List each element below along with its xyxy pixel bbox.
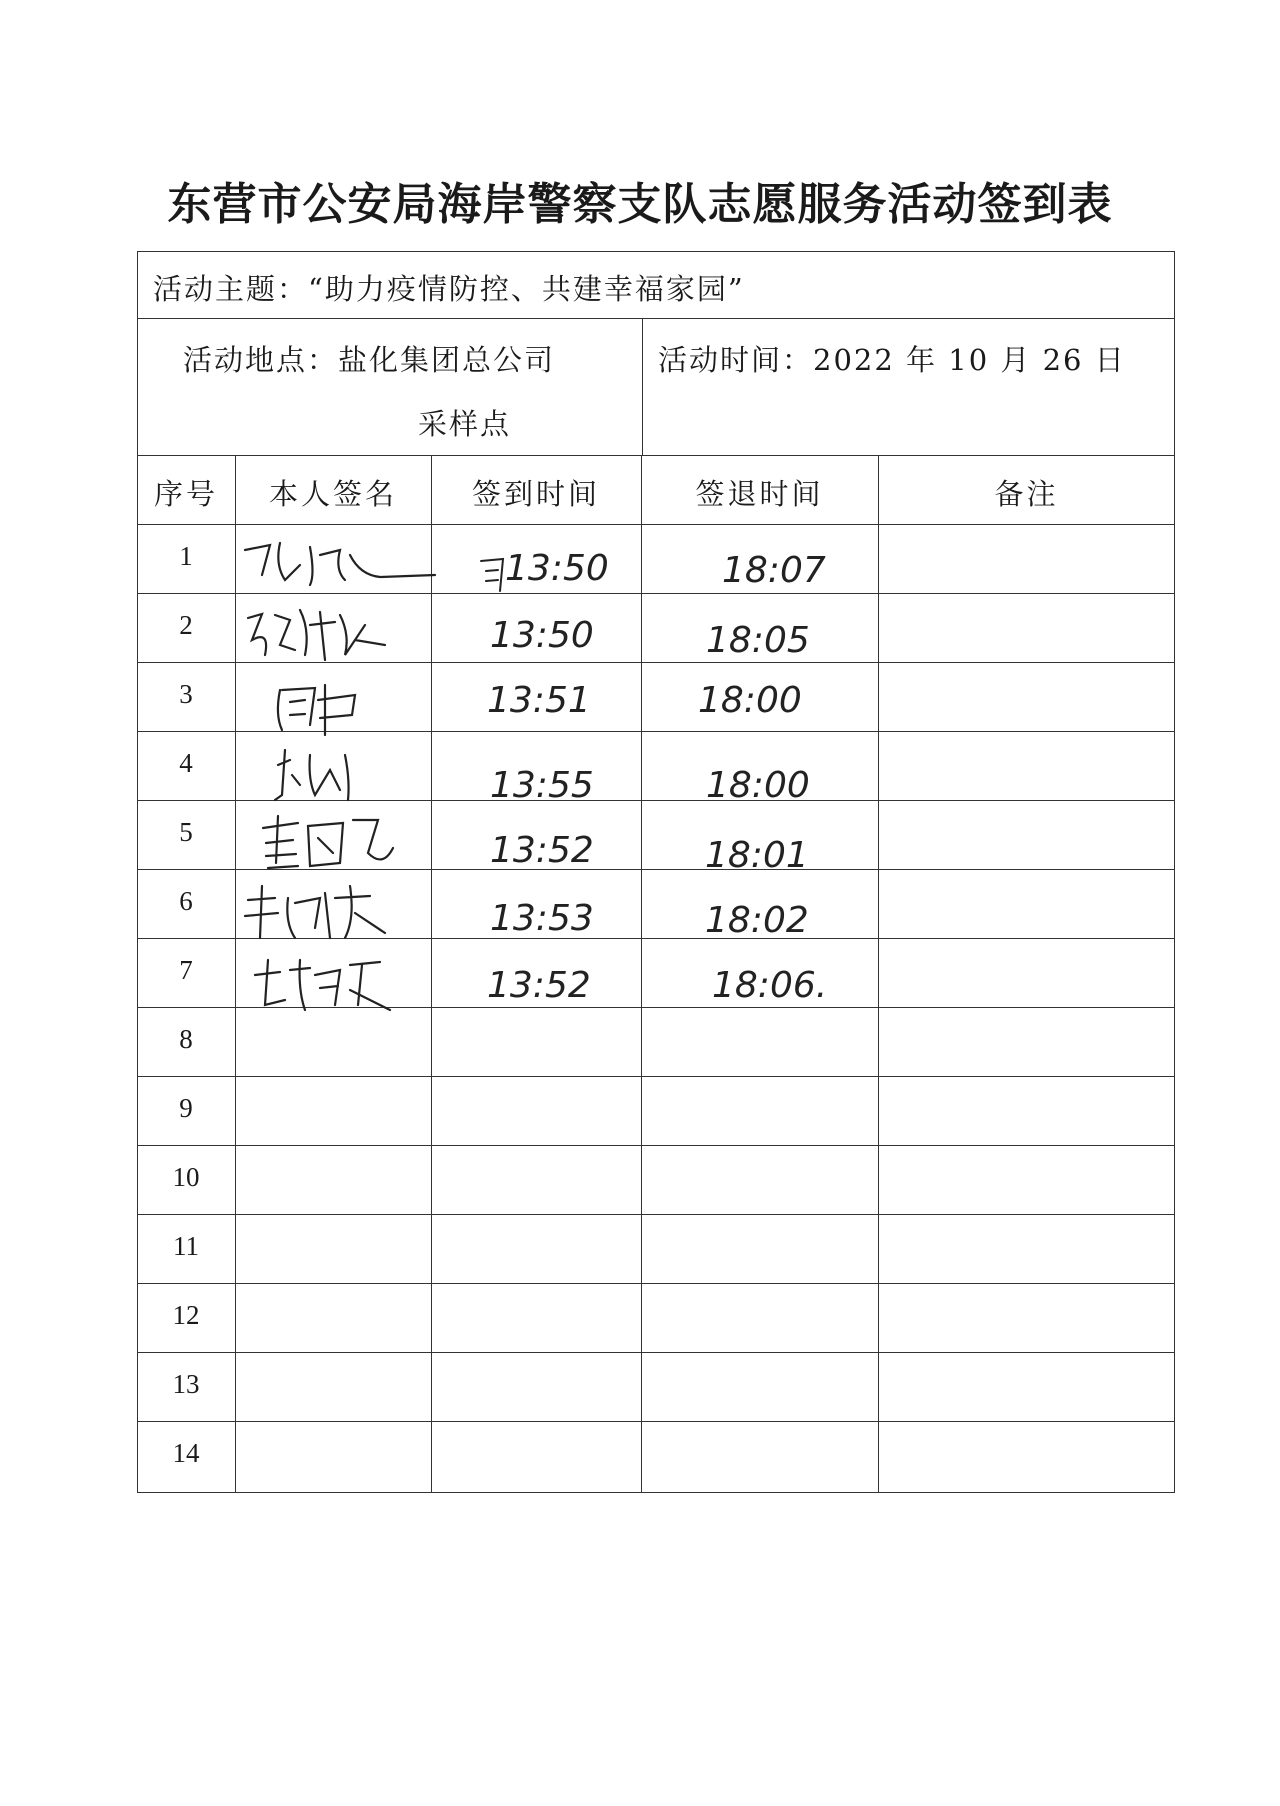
signature-scribble [270, 670, 380, 740]
header-no: 序号 [153, 477, 218, 511]
sign-out-time: 18:07 [722, 550, 826, 591]
signature-scribble [240, 878, 400, 948]
row-number: 3 [179, 679, 193, 709]
row-number: 2 [179, 610, 193, 640]
row-number: 11 [173, 1231, 199, 1261]
signature-scribble [240, 600, 400, 670]
sign-out-time: 18:05 [706, 620, 810, 661]
sign-in-time: 13:53 [490, 898, 594, 939]
sign-in-time: 13:55 [490, 765, 594, 806]
signature-scribble [240, 535, 440, 595]
activity-location: 活动地点：盐化集团总公司 [183, 343, 556, 377]
sign-in-time: 13:50 [490, 615, 594, 656]
signature-scribble [270, 740, 370, 810]
sign-in-time: 13:52 [487, 965, 591, 1006]
row-number: 6 [179, 886, 193, 916]
sign-out-time: 18:00 [698, 680, 802, 721]
header-sign-in-time: 签到时间 [471, 477, 600, 511]
sign-in-time: 13:52 [490, 830, 594, 871]
row-number: 14 [172, 1438, 200, 1468]
sign-out-time: 18:00 [706, 765, 810, 806]
header-sign-out-time: 签退时间 [695, 477, 824, 511]
activity-time: 活动时间：2022 年 10 月 26 日 [658, 343, 1126, 377]
row-number: 8 [179, 1024, 193, 1054]
signature-scribble [250, 950, 400, 1020]
sign-out-time: 18:02 [705, 900, 809, 941]
sign-in-time: 13:50 [505, 548, 609, 589]
scribble-mark [478, 556, 508, 596]
header-signature: 本人签名 [268, 477, 397, 511]
row-number: 10 [172, 1162, 200, 1192]
header-remarks: 备注 [994, 477, 1059, 511]
page-title: 东营市公安局海岸警察支队志愿服务活动签到表 [167, 179, 1113, 230]
activity-location-cont: 采样点 [418, 407, 512, 441]
sign-out-time: 18:01 [705, 835, 809, 876]
row-number: 9 [179, 1093, 193, 1123]
row-number: 5 [179, 817, 193, 847]
sign-in-time: 13:51 [487, 680, 591, 721]
sign-out-time: 18:06. [712, 965, 828, 1006]
signature-scribble [258, 808, 398, 878]
row-number: 4 [179, 748, 193, 778]
row-number: 7 [179, 955, 193, 985]
row-number: 12 [172, 1300, 200, 1330]
row-number: 13 [172, 1369, 200, 1399]
row-number: 1 [179, 541, 193, 571]
activity-theme: 活动主题：“助力疫情防控、共建幸福家园” [153, 272, 745, 306]
